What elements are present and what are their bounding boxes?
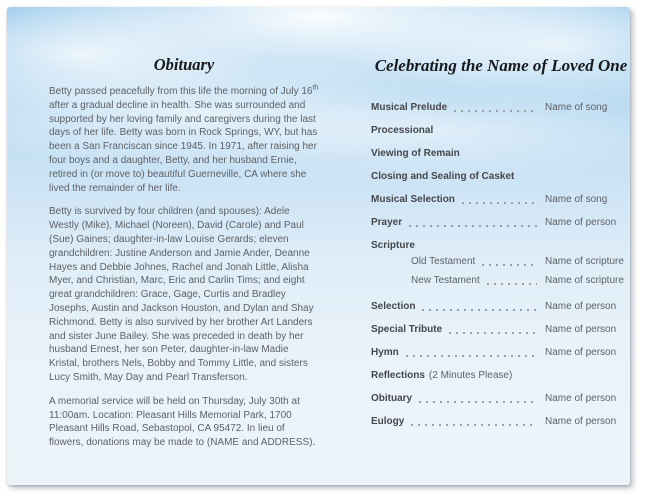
program-item-label: Musical Prelude <box>371 102 448 113</box>
program-item-label: Scripture <box>371 240 415 251</box>
dotted-leader <box>422 309 537 311</box>
dotted-leader <box>454 110 537 112</box>
service-order-panel <box>363 55 633 439</box>
obituary-paragraph-2: Betty is survived by four children (and spouses): Adele Westly (Mike), Michael (Noreen), David (Carole) and Paul (Sue) Gaines; daughter-in-law Louise Gerards; eleven grandchildren: Justine Anderson and Jamie Ander, Deanne Hayes and Debbie Johnes, Rachel and Jonah Little, Alisha Myer, and Christian, Marc, Eric and Carlin Tims; and eight great grandchildren: Grace, Gage, Curtis and Bradley Josephs, Austin and Jackson Houston, and Dylan and Shay Richmond. Betty is also survived by her brother Art Landers and sister June Bailey. She was preceded in death by her husband Ernest, her son Peter, daughter-in-law Madie Kristal, brothers Nels, Bobby and Tommy Little, and sisters Lucy Smith, May Day and Pearl Transferson. <box>49 206 314 383</box>
program-item-label: Special Tribute <box>371 324 443 335</box>
program-item-value: Name of person <box>545 217 617 228</box>
ordinal-superscript: th <box>312 84 319 92</box>
program-item-obituary <box>371 393 633 405</box>
program-subitem-value: Name of scripture <box>545 275 624 286</box>
program-item-prayer <box>371 217 633 229</box>
program-item-label: Eulogy <box>371 416 405 427</box>
program-subitem-label: New Testament <box>411 275 480 286</box>
program-item-reflections <box>371 370 633 382</box>
program-item-value: Name of song <box>545 194 608 205</box>
program-item-selection <box>371 301 633 313</box>
program-item-label: Selection <box>371 301 416 312</box>
dotted-leader <box>487 283 537 285</box>
dotted-leader <box>409 225 537 227</box>
dotted-leader <box>482 264 537 266</box>
program-item-label: Viewing of Remain <box>371 148 460 159</box>
program-item-eulogy <box>371 416 633 428</box>
program-subitem-label: Old Testament <box>411 256 476 267</box>
program-item-label: Musical Selection <box>371 194 455 205</box>
dotted-leader <box>462 202 537 204</box>
program-subitem-new-testament <box>371 275 633 287</box>
service-order-title: Celebrating the Name of Loved One <box>374 56 628 75</box>
program-item-processional <box>371 125 633 137</box>
program-item-label: Obituary <box>371 393 413 404</box>
program-item-musical-prelude <box>371 102 633 114</box>
program-item-viewing-of-remain <box>371 148 633 160</box>
obituary-paragraph-1 <box>49 85 319 195</box>
dotted-leader <box>406 355 537 357</box>
program-subitem-value: Name of scripture <box>545 256 624 267</box>
program-item-scripture <box>371 240 633 252</box>
program-item-label: Closing and Sealing of Casket <box>371 171 515 182</box>
program-item-value: Name of person <box>545 393 617 404</box>
dotted-leader <box>449 332 537 334</box>
program-list <box>363 102 633 428</box>
obituary-paragraph-1-continued: after a gradual decline in health. She was surrounded and supported by her loving family and caregivers during the last days of her life. Betty was born in Rock Springs, WY, but has been a San Franciscan since 1945. In 1971, after raising her four boys and a daughter, Betty, and her husband Ernie, retired in (or move to) beautiful Guerneville, CA where she lived the remainder of her life. <box>49 99 318 194</box>
obituary-paragraph-3: A memorial service will be held on Thursday, July 30th at 11:00am. Location: Pleasant Hills Memorial Park, 1700 Pleasant Hills Road, Sebastopol, CA 95472. In lieu of flowers, donations may be made to (NAME and ADDRESS). <box>49 395 316 449</box>
program-item-value: Name of person <box>545 301 617 312</box>
program-item-label: Processional <box>371 125 434 136</box>
program-item-special-tribute <box>371 324 633 336</box>
program-item-value: Name of person <box>545 324 617 335</box>
obituary-panel <box>49 55 319 460</box>
obituary-title: Obituary <box>153 55 215 74</box>
program-item-closing-and-sealing <box>371 171 633 183</box>
dotted-leader <box>411 424 537 426</box>
program-item-value: Name of person <box>545 416 617 427</box>
funeral-program-page <box>7 7 630 485</box>
program-item-label: Hymn <box>371 347 399 358</box>
program-item-value: Name of song <box>545 102 608 113</box>
program-item-musical-selection <box>371 194 633 206</box>
obituary-paragraph-1-text: Betty passed peacefully from this life the morning of July 16 <box>49 86 313 97</box>
program-item-note: (2 Minutes Please) <box>428 370 513 381</box>
program-item-hymn <box>371 347 633 359</box>
program-subitem-old-testament <box>371 256 633 268</box>
program-item-label: Prayer <box>371 217 403 228</box>
program-item-label: Reflections <box>371 370 425 381</box>
dotted-leader <box>419 401 537 403</box>
program-item-value: Name of person <box>545 347 617 358</box>
